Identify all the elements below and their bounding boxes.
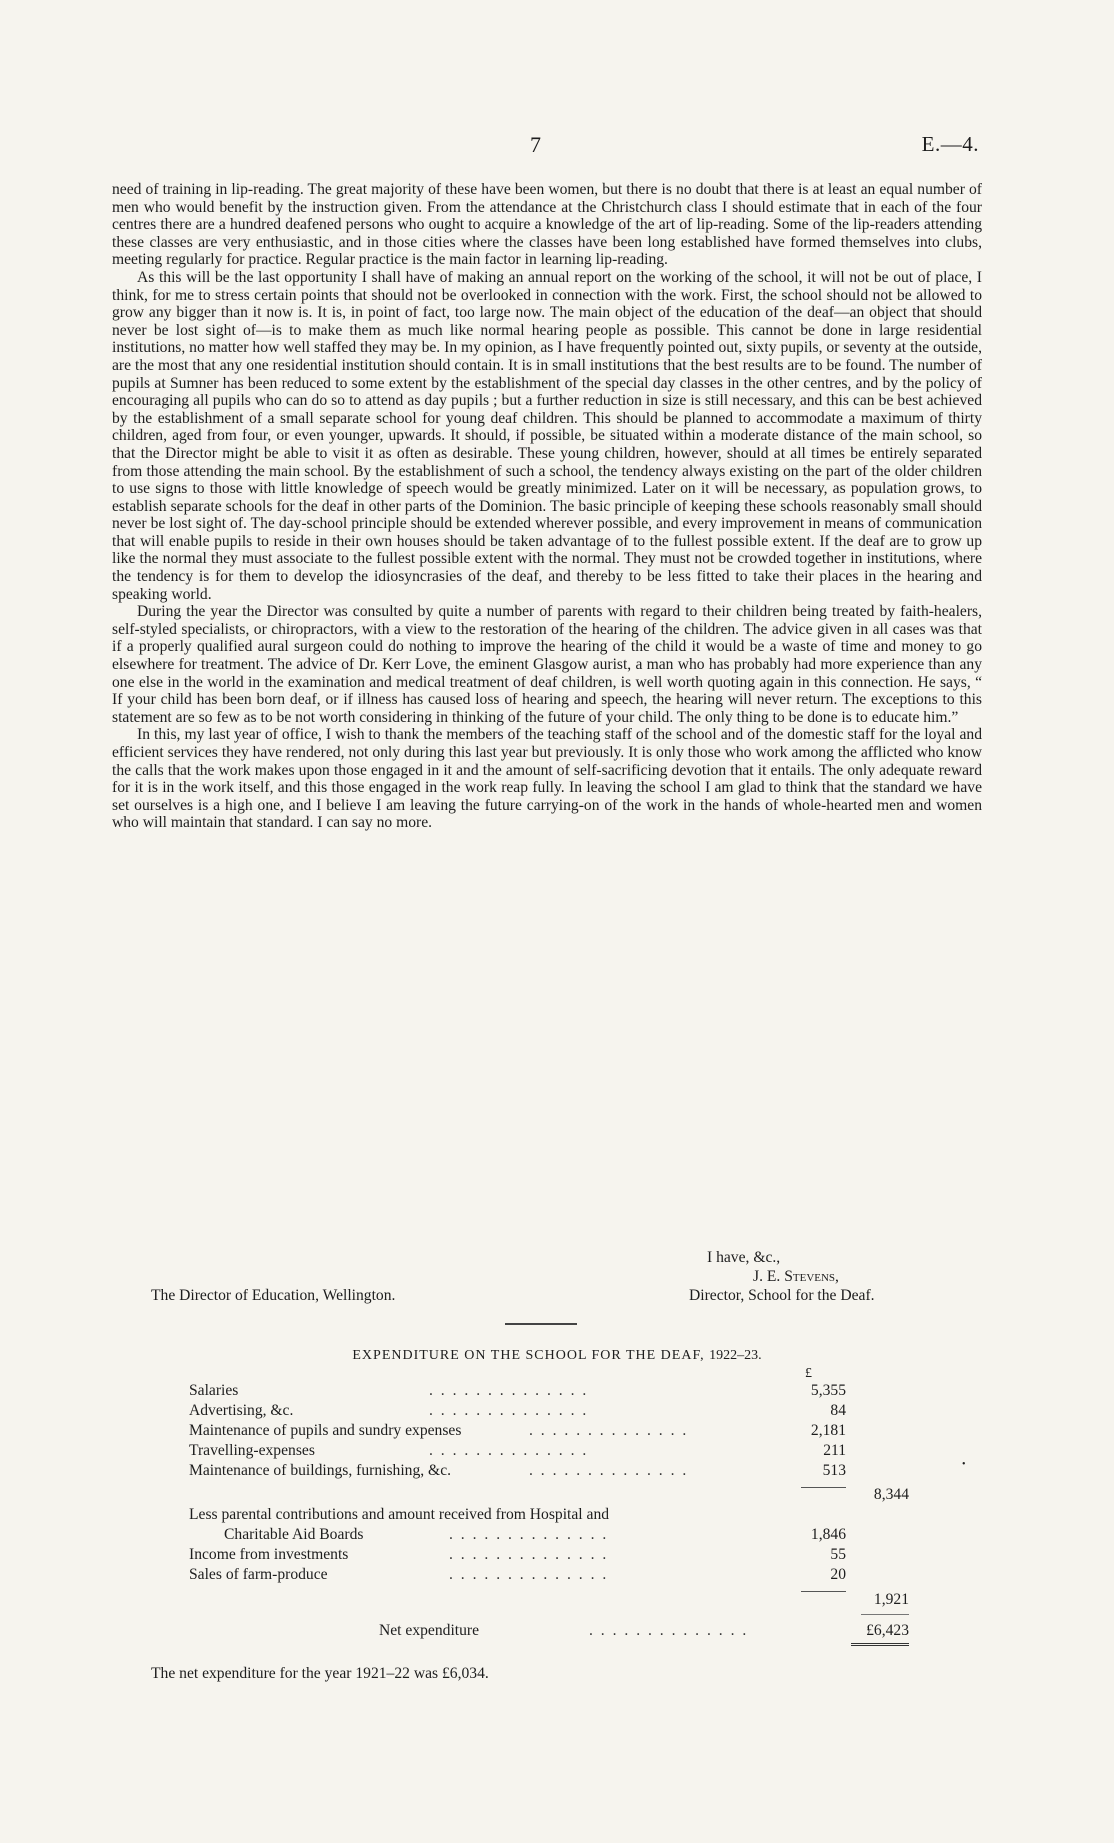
deductions-total: 1,921	[873, 1591, 909, 1608]
item-label: Sales of farm-produce	[189, 1566, 328, 1583]
item-amount: 513	[822, 1462, 846, 1479]
leader-dots: . . . . . . . . . . . . . .	[529, 1462, 689, 1479]
signature-block	[151, 1248, 951, 1318]
item-amount: 1,846	[810, 1526, 846, 1543]
document-reference: E.—4.	[921, 132, 979, 156]
stray-mark: •	[962, 1459, 966, 1470]
table-row	[189, 1441, 909, 1461]
currency-symbol: £	[805, 1366, 812, 1381]
section-divider	[505, 1323, 577, 1325]
signature-title: Director, School for the Deaf.	[689, 1287, 875, 1304]
net-total: £6,423	[866, 1622, 909, 1639]
net-expenditure-note: The net expenditure for the year 1921–22 was £6,034.	[151, 1665, 489, 1682]
item-amount: 84	[830, 1402, 846, 1419]
item-amount: 5,355	[810, 1382, 846, 1399]
table-row	[189, 1525, 909, 1545]
table-row	[189, 1401, 909, 1421]
table-row	[189, 1545, 909, 1565]
leader-dots: . . . . . . . . . . . . . .	[529, 1422, 689, 1439]
item-label: Travelling-expenses	[189, 1442, 315, 1459]
signature-closing: I have, &c.,	[707, 1249, 781, 1266]
table-row	[189, 1421, 909, 1441]
expenditure-year: 1922–23.	[709, 1348, 762, 1363]
gross-total-row	[189, 1481, 909, 1505]
item-amount: 2,181	[810, 1422, 846, 1439]
page-header	[0, 132, 1114, 162]
net-label: Net expenditure	[379, 1622, 480, 1639]
net-expenditure-row	[189, 1611, 909, 1643]
item-label: Salaries	[189, 1382, 239, 1399]
signature-name	[753, 1267, 839, 1286]
subtotal-rule	[801, 1487, 846, 1488]
leader-dots: . . . . . . . . . . . . . .	[449, 1546, 609, 1563]
less-heading: Less parental contributions and amount received from Hospital and	[189, 1506, 610, 1523]
item-amount: 20	[830, 1566, 846, 1583]
signature-initials: J. E.	[753, 1268, 781, 1285]
item-label: Income from investments	[189, 1546, 349, 1563]
leader-dots: . . . . . . . . . . . . . .	[429, 1442, 589, 1459]
expenditure-title-text: EXPENDITURE ON THE SCHOOL FOR THE DEAF,	[352, 1348, 705, 1363]
table-row	[189, 1461, 909, 1481]
item-label: Maintenance of buildings, furnishing, &c.	[189, 1462, 452, 1479]
double-rule	[851, 1643, 909, 1646]
item-amount: 211	[823, 1442, 846, 1459]
paragraph-thanks: In this, my last year of office, I wish to thank the members of the teaching staff of the school and of the domestic staff for the loyal and efficient services they have rendered, not only during this last year but previously. It is only those who work among the afflicted who know the calls that the work makes upon those engaged in it and the amount of self-sacrificing devotion that it entails. The only adequate reward for it is in the work itself, and this those engaged in the work reap fully. In leaving the school I am glad to think that the standard we have set ourselves is a high one, and I believe I am leaving the future carrying-on of the work in the hands of whole-hearted men and women who will maintain that standard. I can say no more.	[112, 726, 982, 832]
page-number: 7	[530, 132, 541, 157]
gross-total: 8,344	[873, 1486, 909, 1503]
expenditure-table	[189, 1381, 909, 1643]
report-body	[112, 181, 982, 832]
item-label: Maintenance of pupils and sundry expenses	[189, 1422, 462, 1439]
table-row	[189, 1565, 909, 1585]
paragraph-faith-healers: During the year the Director was consulted by quite a number of parents with regard to their children being treated by faith-healers, self-styled specialists, or chiropractors, with a view to the restoration of the hearing of the children. The advice given in all cases was that if a properly qualified aural surgeon could do nothing to improve the hearing of the child it would be a waste of time and money to go elsewhere for treatment. The advice of Dr. Kerr Love, the eminent Glasgow aurist, a man who has probably had more experience than any one else in the world in the examination and medical treatment of deaf children, is well worth quoting again in this connection. He says, “ If your child has been born deaf, or if illness has caused loss of hearing and speech, the hearing will never return. The exceptions to this statement are so few as to be not worth considering in thinking of the future of your child. The only thing to be done is to educate him.”	[112, 603, 982, 726]
leader-dots: . . . . . . . . . . . . . .	[589, 1622, 749, 1639]
item-label: Charitable Aid Boards	[224, 1526, 364, 1543]
deductions-total-row	[189, 1585, 909, 1611]
expenditure-title	[0, 1348, 1114, 1364]
item-amount: 55	[830, 1546, 846, 1563]
addressee: The Director of Education, Wellington.	[151, 1287, 396, 1304]
leader-dots: . . . . . . . . . . . . . .	[429, 1402, 589, 1419]
paragraph-lip-reading: need of training in lip-reading. The great majority of these have been women, but there is no doubt that there is at least an equal number of men who would benefit by the instruction given. From the attendance at the Christchurch class I should estimate that in each of the four centres there are a hundred deafened persons who ought to acquire a knowledge of the art of lip-reading. Some of the lip-readers attending these classes are very enthusiastic, and in those cities where the classes have been long established have formed themselves into clubs, meeting regularly for practice. Regular practice is the main factor in learning lip-reading.	[112, 181, 982, 269]
item-label: Advertising, &c.	[189, 1402, 294, 1419]
less-heading-row	[189, 1505, 909, 1525]
total-rule	[861, 1614, 909, 1615]
paragraph-school-size: As this will be the last opportunity I shall have of making an annual report on the working of the school, it will not be out of place, I think, for me to stress certain points that should not be overlooked in connection with the work. First, the school should not be allowed to grow any bigger than it now is. It is, in point of fact, too large now. The main object of the education of the deaf—an object that should never be lost sight of—is to make them as much like normal hearing people as possible. This cannot be done in large residential institutions, no matter how well staffed they may be. In my opinion, as I have frequently pointed out, sixty pupils, or seventy at the outside, are the most that any one residential institution should contain. It is in small institutions that the best results are to be found. The number of pupils at Sumner has been reduced to some extent by the establishment of the special day classes in the other centres, and by the policy of encouraging all pupils who can do so to attend as day pupils ; but a further reduction in size is still necessary, and this can be best achieved by the establishment of a small separate school for young deaf children. This should be planned to accommodate a maximum of thirty children, aged from four, or even younger, upwards. It should, if possible, be situated within a moderate distance of the main school, so that the Director might be able to visit it as often as desirable. These young children, however, should at all times be entirely separated from those attending the main school. By the establishment of such a school, the tendency always existing on the part of the older children to use signs to those with little knowledge of speech would be greatly minimized. Later on it will be necessary, as population grows, to establish separate schools for the deaf in other parts of the Dominion. The basic principle of keeping these schools reasonably small should never be lost sight of. The day-school principle should be extended wherever possible, and every improvement in means of communication that will enable pupils to reside in their own houses should be taken advantage of to the fullest possible extent. If the deaf are to grow up like the normal they must associate to the fullest possible extent with the normal. They must not be crowded together in institutions, where the tendency is for them to develop the idiosyncrasies of the deaf, and thereby to be less fitted to take their places in the hearing and speaking world.	[112, 268, 982, 603]
leader-dots: . . . . . . . . . . . . . .	[449, 1566, 609, 1583]
table-row	[189, 1381, 909, 1401]
subtotal-rule	[801, 1591, 846, 1592]
leader-dots: . . . . . . . . . . . . . .	[449, 1526, 609, 1543]
leader-dots: . . . . . . . . . . . . . .	[429, 1382, 589, 1399]
signature-surname: Stevens,	[784, 1268, 839, 1285]
